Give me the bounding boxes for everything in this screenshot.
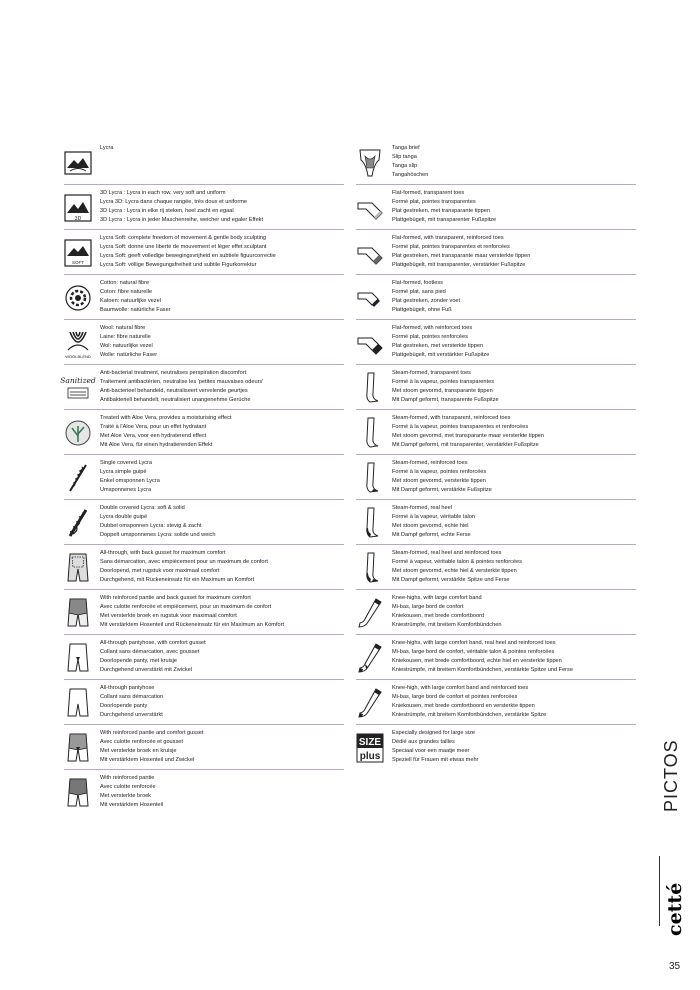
picto-text-line: Lycra Soft: völlige Bewegungsfreiheit und subtile Figurkorrektur: [100, 262, 257, 268]
steam-real-heel-icon: [356, 506, 384, 540]
all-through-gusset-icon: [64, 551, 92, 585]
picto-entry: [356, 140, 636, 185]
picto-text-line: Avec culotte renforcée: [100, 784, 156, 790]
picto-text-line: Plattgebügelt, mit transparenter, verstärkter Fußspitze: [392, 262, 526, 268]
picto-text-line: Kniestrümpfe, mit breitem Komfortbündchen, verstärkte Spitze und Ferse: [392, 667, 573, 673]
picto-text-line: Mit Dampf geformt, transparente Fußspitze: [392, 397, 499, 403]
picto-entry: [356, 230, 636, 275]
picto-text-line: Knee-high, with large comfort band and reinforced toes: [392, 685, 529, 691]
picto-text-line: Steam-formed, reinforced toes: [392, 460, 468, 466]
picto-text-line: Enkel omsponnen Lycra: [100, 478, 160, 484]
picto-text-line: Kniekousen, met brede comfortboord, echte hiel en versterkte tippen: [392, 658, 562, 664]
picto-text-line: Mit verstärktem Hosenteil und Rückeneinsatz für ein Maximum an Komfort: [100, 622, 285, 628]
picto-text-line: Lycra simple guipé: [100, 469, 147, 475]
picto-text-line: Sans démarcation, avec empiècement pour un maximum de confort: [100, 559, 268, 565]
steam-heel-toes-icon: [356, 551, 384, 585]
cotton-icon: [64, 281, 92, 315]
tanga-brief-icon: [356, 146, 384, 180]
picto-text-line: Steam-formed, with transparent, reinforced toes: [392, 415, 511, 421]
picto-text-line: Flat-formed, with reinforced toes: [392, 325, 473, 331]
picto-text-line: Dubbel omsponnen Lycra: stevig & zacht: [100, 523, 202, 529]
picto-text-line: Formé plat, pointes transparentes: [392, 199, 476, 205]
picto-entry: [64, 725, 344, 770]
svg-text:Sanitized: Sanitized: [60, 376, 96, 385]
pictogram-list-left: [60, 140, 344, 815]
picto-text-line: Mi-bas, large bord de confort et pointes renforcées: [392, 694, 518, 700]
picto-text-line: Kniekousen, met brede comfortboord: [392, 613, 485, 619]
picto-text-line: Kniekousen, met brede comfortboord en versterkte tippen: [392, 703, 535, 709]
picto-entry: [356, 680, 636, 725]
picto-text-line: Mi-bas, large bord de confort: [392, 604, 464, 610]
picto-text-line: Met stoom gevormd, echte hiel: [392, 523, 469, 529]
pictogram-list-right: [356, 140, 636, 770]
svg-text:3D: 3D: [74, 216, 82, 222]
picto-text-line: Plat gestreken, met transparante maar versterkte tippen: [392, 253, 531, 259]
picto-entry: [64, 770, 344, 815]
picto-entry: [64, 635, 344, 680]
picto-text-line: Doorlopende panty, met kruisje: [100, 658, 178, 664]
picto-text-line: Tanga brief: [392, 145, 420, 151]
picto-text-line: Formé plat, pointes transparentes et renforcées: [392, 244, 510, 250]
page-number: 35: [669, 961, 681, 972]
picto-text-line: Met stoom gevormd, versterkte tippen: [392, 478, 486, 484]
steam-reinforced-toes-icon: [356, 461, 384, 495]
picto-entry: [64, 320, 344, 365]
picto-text-line: Speziell für Frauen mit etwas mehr: [392, 757, 479, 763]
picto-entry: [64, 455, 344, 500]
picto-text-line: Coton: fibre naturelle: [100, 289, 152, 295]
picto-text-line: All-through pantyhose, with comfort gusset: [100, 640, 206, 646]
picto-entry: [60, 365, 344, 410]
flat-reinforced-toes-icon: [356, 326, 384, 360]
picto-entry: [64, 230, 344, 275]
picto-text-line: Tanga slip: [392, 163, 418, 169]
picto-entry: [64, 275, 344, 320]
picto-text-line: With reinforced pantie and back gusset for maximum comfort: [100, 595, 251, 601]
picto-text-line: Cotton: natural fibre: [100, 280, 150, 286]
picto-text-line: All-through, with back gusset for maximum comfort: [100, 550, 226, 556]
picto-text-line: Knee-highs, with large comfort band: [392, 595, 482, 601]
picto-text-line: Collant sans démarcation: [100, 694, 164, 700]
picto-text-line: Doorlopende panty: [100, 703, 148, 709]
picto-text-line: Laine: fibre naturelle: [100, 334, 151, 340]
picto-text-line: Anti-bacterial treatment, neutralises perspiration discomfort: [100, 370, 247, 376]
picto-entry: [64, 680, 344, 725]
picto-text-line: Mit verstärktem Hosenteil: [100, 802, 164, 808]
section-title: PICTOS: [661, 739, 681, 812]
picto-text-line: Flat-formed, transparent toes: [392, 190, 465, 196]
picto-text-line: Katoen: natuurlijke vezel: [100, 298, 161, 304]
picto-text-line: Formé plat, pointes renforcées: [392, 334, 468, 340]
lycra-soft-icon: [64, 236, 92, 270]
picto-text-line: Double covered Lycra: soft & solid: [100, 505, 185, 511]
picto-text-line: Steam-formed, real heel and reinforced toes: [392, 550, 502, 556]
picto-text-line: Doppelt umsponnenes Lycra: solide und weich: [100, 532, 216, 538]
single-covered-icon: [64, 461, 92, 495]
reinforced-pantie-icon: [64, 776, 92, 810]
picto-text-line: Slip tanga: [392, 154, 417, 160]
picto-text-line: Wol: natuurlijke vezel: [100, 343, 153, 349]
picto-text-line: Mi-bas, large bord de confort, véritable talon & pointes renforcées: [392, 649, 555, 655]
picto-entry: [356, 455, 636, 500]
picto-text-line: Met stoom gevormd, met transparante maar versterkte tippen: [392, 433, 545, 439]
picto-text-line: With reinforced pantie: [100, 775, 155, 781]
picto-text-line: Met stoom gevormd, echte hiel & versterkte tippen: [392, 568, 517, 574]
reinforced-pantie-comfort-icon: [64, 731, 92, 765]
flat-reinforced-transparent-icon: [356, 236, 384, 270]
picto-entry: [356, 590, 636, 635]
flat-footless-icon: [356, 281, 384, 315]
picto-text-line: Met stoom gevormd, transparante tippen: [392, 388, 493, 394]
picto-text-line: Avec culotte renforcée et gousset: [100, 739, 183, 745]
picto-text-line: Antibakteriell behandelt, neutralisiert unangenehme Gerüche: [100, 397, 251, 403]
lycra-icon: [64, 146, 92, 180]
picto-text-line: Formé à la vapeur, pointes transparentes: [392, 379, 494, 385]
reinforced-panty-gusset-icon: [64, 596, 92, 630]
svg-text:SIZE: SIZE: [358, 737, 382, 748]
picto-text-line: Durchgehend unverstärkt: [100, 712, 163, 718]
flat-transparent-toes-icon: [356, 191, 384, 225]
picto-entry: [356, 365, 636, 410]
picto-text-line: Collant sans démarcation, avec gousset: [100, 649, 200, 655]
picto-text-line: Avec culotte renforcée et empiècement, pour un maximum de confort: [100, 604, 272, 610]
picto-text-line: Met versterkte broek en kruisje: [100, 748, 177, 754]
picto-text-line: Tangahöschen: [392, 172, 429, 178]
picto-text-line: Doorlopend, met rugstuk voor maximaal comfort: [100, 568, 220, 574]
divider: [659, 856, 660, 926]
picto-entry: [64, 185, 344, 230]
picto-text-line: Kniestrümpfe, mit breitem Komfortbündchen, verstärkte Spitze: [392, 712, 547, 718]
picto-text-line: Knee-highs, with large comfort band, real heel and reinforced toes: [392, 640, 556, 646]
picto-text-line: Kniestrümpfe, mit breitem Komfortbündchen: [392, 622, 502, 628]
picto-text-line: Lycra Soft: complete freedom of movement & gentle body sculpting: [100, 235, 267, 241]
picto-text-line: Mit verstärktem Hosenteil und Zwickel: [100, 757, 195, 763]
picto-text-line: Baumwolle: natürliche Faser: [100, 307, 171, 313]
picto-entry: [356, 725, 636, 770]
size-plus-icon: [356, 731, 384, 765]
picto-entry: [356, 500, 636, 545]
svg-text:WOOLBLEND: WOOLBLEND: [65, 354, 91, 359]
picto-entry: [356, 275, 636, 320]
sanitized-icon: [60, 371, 96, 405]
picto-entry: [64, 410, 344, 455]
picto-text-line: Lycra 3D: Lycra dans chaque rangée, très doux et uniforme: [100, 199, 247, 205]
picto-text-line: Formé à la vapeur, véritable talon: [392, 514, 476, 520]
knee-high-comfort-icon: [356, 596, 384, 630]
picto-text-line: Plattgebügelt, mit transparenter Fußspitze: [392, 217, 497, 223]
knee-high-reinforced-toes-icon: [356, 686, 384, 720]
picto-text-line: Anti-bacterieel behandeld, neutraliseert vervelende geurtjes: [100, 388, 248, 394]
picto-text-line: Durchgehend, mit Rückeneinsatz für ein Maximum an Komfort: [100, 577, 255, 583]
picto-text-line: Mit Dampf geformt, verstärkte Fußspitze: [392, 487, 492, 493]
picto-text-line: Lycra Soft: geeft volledige bewegingsvrijheid en subtiele figuurcorrectie: [100, 253, 276, 259]
picto-entry: [356, 545, 636, 590]
woolmark-icon: [64, 326, 92, 360]
picto-text-line: Flat-formed, footless: [392, 280, 443, 286]
picto-text-line: Traité à l'Aloe Vera, pour un effet hydratant: [100, 424, 207, 430]
picto-text-line: Met Aloe Vera, voor een hydraterend effect: [100, 433, 207, 439]
picto-text-line: Plat gestreken, zonder voet: [392, 298, 461, 304]
picto-entry: [356, 410, 636, 455]
picto-text-line: Speciaal voor een maatje meer: [392, 748, 470, 754]
picto-text-line: Plattgebügelt, ohne Fuß: [392, 307, 452, 313]
picto-text-line: 3D Lycra : Lycra in jeder Maschenreihe, weicher und egaler Effekt: [100, 217, 264, 223]
double-covered-icon: [64, 506, 92, 540]
picto-text-line: Wolle: natürliche Faser: [100, 352, 158, 358]
picto-text-line: Dédié aux grandes tailles: [392, 739, 455, 745]
picto-text-line: Plattgebügelt, mit verstärkter Fußspitze: [392, 352, 490, 358]
svg-text:plus: plus: [359, 751, 381, 762]
picto-text-line: All-through pantyhose: [100, 685, 155, 691]
lycra-3d-icon: [64, 191, 92, 225]
picto-text-line: Mit Aloe Vera, für einen hydratierenden Effekt: [100, 442, 213, 448]
picto-text-line: Umsponnenes Lycra: [100, 487, 152, 493]
picto-text-line: With reinforced pantie and comfort gusset: [100, 730, 204, 736]
picto-text-line: Wool: natural fibre: [100, 325, 146, 331]
aloe-vera-icon: [64, 416, 92, 450]
picto-text-line: Traitement antibactérien, neutralise les 'petites mauvaises odeurs': [100, 379, 264, 385]
picto-text-line: Lycra double guipé: [100, 514, 148, 520]
picto-entry: [356, 185, 636, 230]
picto-text-line: Steam-formed, transparent toes: [392, 370, 471, 376]
picto-entry: [64, 590, 344, 635]
picto-text-line: Durchgehend unverstärkt mit Zwickel: [100, 667, 193, 673]
picto-entry: [64, 500, 344, 545]
picto-text-line: Flat-formed, with transparent, reinforced toes: [392, 235, 504, 241]
picto-text-line: Formé à vapeur, véritable talon & pointes renforcées: [392, 559, 522, 565]
svg-text:SOFT: SOFT: [72, 260, 84, 265]
picto-text-line: Lycra Soft: donne une liberté de mouvement et léger effet sculptant: [100, 244, 267, 250]
picto-entry: [64, 545, 344, 590]
all-through-pantyhose-icon: [64, 686, 92, 720]
picto-text-line: Single covered Lycra: [100, 460, 153, 466]
picto-text-line: Formé à la vapeur, pointes renforcées: [392, 469, 487, 475]
picto-text-line: Plat gestreken, met versterkte tippen: [392, 343, 484, 349]
picto-entry: [356, 635, 636, 680]
picto-entry: [64, 140, 344, 185]
picto-text-line: Formé plat, sans pied: [392, 289, 446, 295]
picto-text-line: Treated with Aloe Vera, provides a moisturising effect: [100, 415, 232, 421]
picto-text-line: 3D Lycra : Lycra in elke rij steken, heel zacht en egaal: [100, 208, 234, 214]
picto-text-line: Met versterkte broek: [100, 793, 151, 799]
picto-text-line: 3D Lycra : Lycra in each row, very soft and uniform: [100, 190, 226, 196]
brand-logo: cetté: [664, 882, 686, 936]
picto-text-line: Steam-formed, real heel: [392, 505, 453, 511]
picto-text-line: Mit Dampf geformt, verstärkte Spitze und Ferse: [392, 577, 510, 583]
picto-text-line: Especially designed for large size: [392, 730, 476, 736]
knee-high-heel-toes-icon: [356, 641, 384, 675]
picto-text-line: Plat gestreken, met transparante tippen: [392, 208, 490, 214]
panty-comfort-gusset-icon: [64, 641, 92, 675]
picto-text-line: Met versterkte broek en rugstuk voor maximaal comfort: [100, 613, 237, 619]
steam-transparent-toes-icon: [356, 371, 384, 405]
picto-text-line: Mit Dampf geformt, echte Ferse: [392, 532, 471, 538]
picto-text-line: Mit Dampf geformt, mit transparenter, verstärkter Fußspitze: [392, 442, 539, 448]
picto-text-line: Lycra: [100, 145, 114, 151]
picto-text-line: Formé à la vapeur, pointes transparentes et renforcées: [392, 424, 529, 430]
steam-transparent-reinforced-icon: [356, 416, 384, 450]
picto-entry: [356, 320, 636, 365]
